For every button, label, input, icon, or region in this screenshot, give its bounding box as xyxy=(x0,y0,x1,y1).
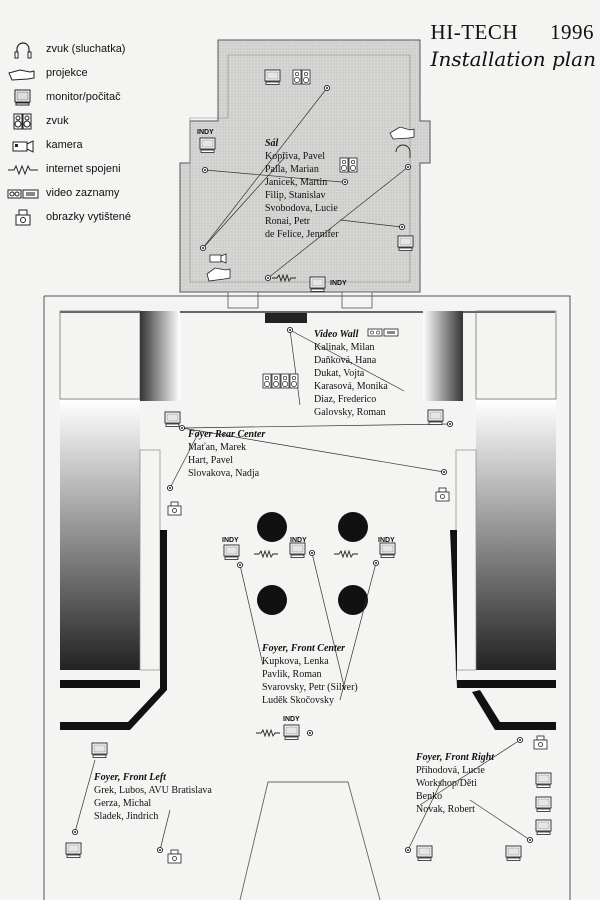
title-line2: Installation plan xyxy=(430,47,596,71)
indy-label: INDY xyxy=(283,716,300,723)
monitor-icon xyxy=(536,797,551,812)
artist-name: Kopřiva, Pavel xyxy=(265,151,325,162)
zone-heading: Foyer, Front Right xyxy=(416,752,495,763)
artist-name: Palla, Marian xyxy=(265,164,319,175)
legend-label: video zaznamy xyxy=(46,187,120,199)
legend-label: kamera xyxy=(46,139,83,151)
monitor-icon xyxy=(380,543,395,558)
network-link-icon xyxy=(334,551,358,557)
printer-icon xyxy=(168,502,181,515)
zone-foyer-front-right xyxy=(416,751,494,816)
indy-label: INDY xyxy=(290,537,307,544)
indy-label: INDY xyxy=(197,129,214,136)
legend-label: zvuk (sluchatka) xyxy=(46,43,126,55)
monitor-icon xyxy=(417,846,432,861)
legend-label: monitor/počitač xyxy=(46,91,121,103)
artist-name: Svobodova, Lucie xyxy=(265,203,338,214)
zone-heading: Foyer Rear Center xyxy=(188,429,266,440)
legend-label: obrazky vytištené xyxy=(46,211,131,223)
zone-heading: Foyer, Front Left xyxy=(94,772,166,783)
title-year: 1996 xyxy=(550,20,595,44)
artist-name: Maťan, Marek xyxy=(188,442,247,453)
monitor-icon xyxy=(310,277,325,292)
artist-name: Workshop/Děti xyxy=(416,778,477,789)
artist-name: Gerza, Michal xyxy=(94,798,152,809)
indy-label: INDY xyxy=(378,537,395,544)
artist-name: Galovsky, Roman xyxy=(314,407,386,418)
artist-name: Grek, Lubos, AVU Bratislava xyxy=(94,785,212,796)
printer-icon xyxy=(436,488,449,501)
legend-label: internet spojeni xyxy=(46,163,121,175)
artist-name: de Felice, Jennifer xyxy=(265,229,339,240)
zone-video-wall xyxy=(314,328,388,419)
artist-name: Benko xyxy=(416,791,443,802)
artist-name: Pavlik, Roman xyxy=(262,669,322,680)
indy-label: INDY xyxy=(222,537,239,544)
artist-name: Janicek, Martin xyxy=(265,177,328,188)
monitor-icon xyxy=(284,725,299,740)
artist-name: Kupkova, Lenka xyxy=(262,656,329,667)
artist-name: Svarovsky, Petr (Silver) xyxy=(262,682,358,693)
monitor-icon xyxy=(265,70,280,85)
zone-heading: Sál xyxy=(265,138,279,149)
artist-name: Přihodová, Lucie xyxy=(416,765,485,776)
zone-sal xyxy=(265,137,339,241)
printer-icon xyxy=(534,736,547,749)
network-link-icon xyxy=(254,551,278,557)
monitor-icon xyxy=(200,138,215,153)
artist-name: Luděk Skočovsky xyxy=(262,695,334,706)
artist-name: Hart, Pavel xyxy=(188,455,233,466)
legend-label: projekce xyxy=(46,67,88,79)
zone-foyer-front-center xyxy=(262,642,358,707)
artist-name: Kalinak, Milan xyxy=(314,342,375,353)
artist-name: Filip, Stanislav xyxy=(265,190,326,201)
monitor-icon xyxy=(66,843,81,858)
zone-heading: Video Wall xyxy=(314,329,359,340)
artist-name: Daňková, Hana xyxy=(314,355,377,366)
monitor-icon xyxy=(536,773,551,788)
monitor-icon xyxy=(398,236,413,251)
camera-icon xyxy=(210,254,226,263)
monitor-icon xyxy=(290,543,305,558)
artist-name: Diaz, Frederico xyxy=(314,394,377,405)
monitor-icon xyxy=(165,412,180,427)
artist-name: Sladek, Jindrich xyxy=(94,811,159,822)
artist-name: Ronai, Petr xyxy=(265,216,310,227)
artist-name: Slovakova, Nadja xyxy=(188,468,260,479)
monitor-icon xyxy=(224,545,239,560)
monitor-icon xyxy=(536,820,551,835)
legend-label: zvuk xyxy=(46,115,69,127)
zone-heading: Foyer, Front Center xyxy=(262,643,346,654)
zone-foyer-front-left xyxy=(94,771,212,823)
artist-name: Karasová, Monika xyxy=(314,381,388,392)
speaker-icon xyxy=(263,374,298,388)
zone-foyer-rear-center xyxy=(188,428,265,480)
monitor-icon xyxy=(92,743,107,758)
monitor-icon xyxy=(428,410,443,425)
network-link-icon xyxy=(256,730,280,736)
printer-icon xyxy=(168,850,181,863)
monitor-icon xyxy=(506,846,521,861)
title-line1: HI-TECH xyxy=(430,20,519,44)
indy-label: INDY xyxy=(330,280,347,287)
artist-name: Novak, Robert xyxy=(416,804,475,815)
artist-name: Dukat, Vojta xyxy=(314,368,365,379)
